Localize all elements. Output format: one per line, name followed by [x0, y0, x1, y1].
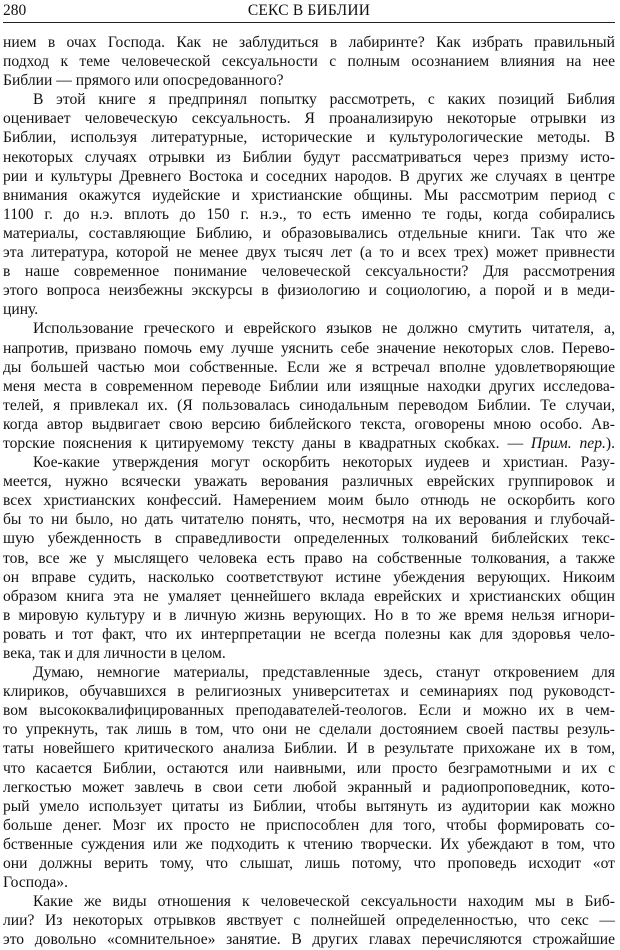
paragraph-1	[3, 33, 615, 90]
text-line: больше денег. Мозг их просто не приспособлен для того, чтобы формировать со-	[3, 816, 615, 834]
text-line: лии? Из некоторых отрывков явствует с полнейшей определенностью, что секс —	[3, 912, 615, 930]
text-line: образом книга эта не умаляет ценнейшего вклада еврейских и христианских общин	[3, 587, 615, 605]
page-header	[3, 0, 615, 23]
text-line: Какие же виды отношения к человеческой сексуальности находим мы в Биб-	[33, 893, 615, 911]
text-line: он вправе судить, насколько соответствуют истине убеждения верующих. Никоим	[3, 568, 615, 586]
text-line: клириков, обучавшихся в религиозных университетах и семинариях под руководст-	[3, 683, 615, 701]
text-line: века, так и для личности в целом.	[3, 645, 226, 662]
translator-note: Прим. пер.	[530, 434, 606, 452]
text-line: внимания окажутся иудейские и христианские общины. Мы рассмотрим период с	[3, 186, 615, 204]
text-line: что касается Библии, остаются или наивными, или просто безграмотными и их с	[3, 759, 615, 777]
text-line: всех христианских конфессий. Намерением моим было отнюдь не оскорбить кого	[3, 492, 615, 510]
text-line: это довольно «сомнительное» занятие. В других главах перечисляются строжайшие	[3, 931, 615, 949]
text-line: Использование греческого и еврейского языков не должно смутить читателя, а,	[33, 320, 615, 338]
text-line: цину.	[3, 301, 39, 319]
text-line: бы то ни было, но дать читателю понять, что, несмотря на их верования и глубочай-	[3, 511, 615, 529]
text-line: 1100 г. до н.э. вплоть до 150 г. н.э., то есть именно те годы, когда собирались	[3, 205, 615, 223]
text-line: напротив, призвано помочь ему лучше уяснить себе значение некоторых слов. Перево-	[3, 339, 615, 357]
text-segment: торские пояснения к цитируемому тексту даны в квадратных скобках.	[3, 434, 500, 452]
text-line: тов, все же у мыслящего человека есть право на собственные толкования, а также	[3, 549, 615, 567]
book-page	[3, 0, 616, 949]
text-line: Библии, используя литературные, исторические и культурологические методы. В	[3, 129, 615, 147]
text-line-with-note	[3, 434, 615, 453]
text-line: таты новейшего критического анализа Библии. И в результате прихожане их в том,	[3, 740, 615, 758]
text-line: рый умело использует цитаты из Библии, чтобы вытянуть из аудитории как можно	[3, 797, 615, 815]
text-line: нием в очах Господа. Как не заблудиться в лабиринте? Как избрать правильный	[3, 34, 615, 51]
text-line: телей, я привлекал их. (Я пользовалась синодальным переводом Библии. Те случаи,	[3, 396, 615, 414]
page-number: 280	[3, 2, 27, 19]
paragraph-5	[3, 663, 615, 892]
text-line: меня места в современном переводе Библии или изящные находки других исследова-	[3, 377, 615, 395]
paragraph-6	[3, 892, 615, 949]
body-text	[3, 33, 615, 950]
text-line: Библии — прямого или опосредованного?	[3, 72, 284, 90]
text-line: меется, нужно всячески уважать верования различных еврейских группировок и	[3, 473, 615, 491]
text-line: ды большей частью мои собственные. Если же я встречал вполне удовлетворяющие	[3, 358, 615, 376]
text-line: в наше современное понимание человеческой сексуальности? Для рассмотрения	[3, 263, 615, 281]
running-title: СЕКС В БИБЛИИ	[247, 2, 371, 19]
text-line: в мировую культуру и в личную жизнь верующих. Но в то же время нельзя игнори-	[3, 606, 615, 624]
note-prefix: —	[499, 434, 531, 452]
paragraph-2	[3, 90, 615, 319]
text-line: ровать и тот факт, что их интерпретации не всегда полезны как для здоровья чело-	[3, 625, 615, 643]
text-line: материалы, составляющие Библию, и образовывались отдельные книги. Так что же	[3, 224, 615, 242]
text-line: этого вопроса неизбежны экскурсы в физиологию и социологию, а порой и в меди-	[3, 282, 615, 300]
text-line: Думаю, немногие материалы, представленные здесь, станут откровением для	[33, 664, 615, 682]
text-line: подход к теме человеческой сексуальности с полным осознанием влияния на нее	[3, 53, 615, 71]
text-line: Кое-какие утверждения могут оскорбить некоторых иудеев и христиан. Разу-	[33, 454, 615, 472]
paragraph-4	[3, 453, 615, 663]
text-line: то упрекнуть, так лишь в том, что они не сделали достоянием своей паствы резуль-	[3, 721, 615, 739]
text-line: бственные суждения или же подходить к чтению творчески. Их убеждают в том, что	[3, 835, 615, 853]
paragraph-3	[3, 319, 615, 453]
text-line: Господа».	[3, 874, 68, 892]
text-line: легкостью может завлечь в свои сети любой экранный и радиопроповедник, кото-	[3, 778, 615, 796]
text-line: некоторых случаях отрывки из Библии будут рассматриваться через призму исто-	[3, 148, 615, 166]
text-line: когда автор выдвигает свою версию библейского текста, оговорены мною особо. Ав-	[3, 415, 615, 433]
text-line: вом высококвалифицированных преподавателей-теологов. Если и можно их в чем-	[3, 702, 615, 720]
text-line: они должны верить тому, что слышат, лишь потому, что проповедь исходит «от	[3, 855, 615, 873]
text-line: рии и культуры Древнего Востока и соседних народов. В других же случаях в центре	[3, 167, 615, 185]
text-line: оценивает человеческую сексуальность. Я проанализирую некоторые отрывки из	[3, 110, 615, 128]
text-line: В этой книге я предпринял попытку рассмотреть, с каких позиций Библия	[33, 91, 615, 109]
text-line: шую убежденность в справедливости определенных толкований библейских текс-	[3, 530, 615, 548]
text-line: эта литература, которой не менее двух тысяч лет (а то и всех трех) может привнести	[3, 244, 615, 262]
note-suffix: ).	[605, 434, 616, 452]
